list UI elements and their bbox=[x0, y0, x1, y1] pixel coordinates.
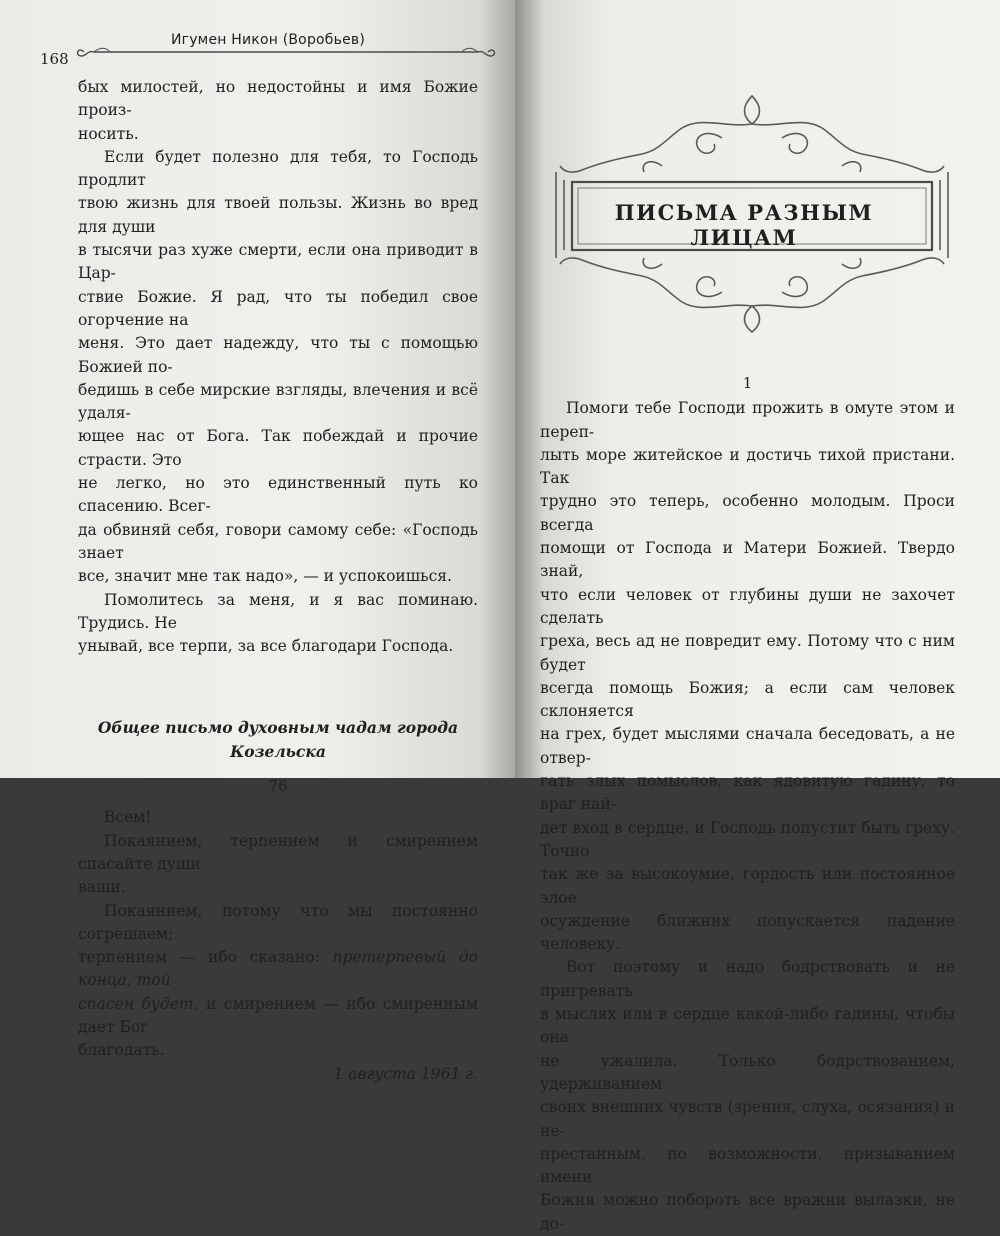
right-body-text bbox=[540, 372, 955, 1236]
left-page bbox=[0, 0, 515, 1083]
right-page bbox=[515, 0, 1000, 1233]
letter-number: 76 bbox=[268, 777, 288, 796]
text-line: дет вход в сердце, и Господь попустит быть греху. Точно bbox=[540, 818, 955, 860]
text-line: всегда помощь Божия; а если сам человек склоняется bbox=[540, 678, 955, 721]
chapter-number: 1 bbox=[742, 374, 753, 392]
text-line: да обвиняй себя, говори самому себе: «Господь знает bbox=[78, 520, 478, 562]
text-line: помощи от Господа и Матери Божией. Твердо знай, bbox=[540, 539, 955, 581]
right-paragraphs bbox=[540, 397, 955, 1236]
text-line: бедишь в себе мирские взгляды, влечения и всё удаля- bbox=[78, 380, 478, 423]
text-line: не ужалила. Только бодрствованием, удерживанием bbox=[540, 1051, 955, 1093]
text-line: Помоги тебе Господи прожить в омуте этом и переп- bbox=[540, 399, 955, 441]
signature-date: 1 августа 1961 г. bbox=[333, 1064, 478, 1083]
left-body-text bbox=[78, 76, 478, 1086]
text-line: ющее нас от Бога. Так побеждай и прочие страсти. Это bbox=[78, 427, 478, 469]
page-number: 168 bbox=[40, 50, 69, 68]
scripture-quote: претерпевый до конца, той bbox=[78, 948, 478, 990]
text-line: на грех, будет мыслями сначала беседовать, а не отвер- bbox=[540, 725, 955, 767]
text-line: Если будет полезно для тебя, то Господь продлит bbox=[78, 147, 478, 190]
text-line: Вот поэтому и надо бодрствовать и не пригревать bbox=[540, 958, 955, 1000]
text-line: своих внешних чувств (зрения, слуха, осязания) и не- bbox=[540, 1098, 955, 1140]
text-line: Всем! bbox=[104, 808, 152, 827]
head-flourish-rule bbox=[76, 44, 496, 60]
text-line: греха, весь ад не повредит ему. Потому что с ним будет bbox=[540, 632, 955, 674]
text-line: престанным, по возможности, призыванием имени bbox=[540, 1144, 955, 1187]
text-line: бых милостей, но недостойны и имя Божие произ- bbox=[78, 78, 478, 120]
section-title: ПИСЬМА РАЗНЫМ ЛИЦАМ bbox=[614, 200, 874, 250]
text-line: гать злых помыслов, как ядовитую гадину, то враг най- bbox=[540, 772, 955, 814]
text-line: трудно это теперь, особенно молодым. Проси всегда bbox=[540, 492, 955, 534]
quote-line-2 bbox=[78, 993, 478, 1040]
text-line: так же за высокоумие, гордость или постоянное злое bbox=[540, 865, 955, 907]
quote-text: терпением — ибо сказано: bbox=[78, 948, 333, 967]
text-line: не легко, но это единственный путь ко спасению. Всег- bbox=[78, 474, 478, 516]
text-line: в тысячи раз хуже смерти, если она приводит в Цар- bbox=[78, 241, 478, 283]
letter-heading: Общее письмо духовным чадам города Козельска bbox=[97, 718, 459, 761]
running-head bbox=[40, 28, 496, 68]
text-line: унывай, все терпи, за все благодари Господа. bbox=[78, 637, 454, 656]
quote-text: , и смирением — ибо смиренным дает Бог bbox=[78, 994, 478, 1036]
scripture-quote: спасен будет bbox=[78, 994, 194, 1013]
text-line: ствие Божие. Я рад, что ты победил свое огорчение на bbox=[78, 287, 478, 329]
text-line: осуждение ближних попускается падение человеку. bbox=[540, 911, 955, 954]
text-line: ваши. bbox=[78, 878, 126, 897]
text-line: лыть море житейское и достичь тихой пристани. Так bbox=[540, 445, 955, 488]
quote-line-1 bbox=[78, 946, 478, 993]
text-line: твою жизнь для твоей пользы. Жизнь во вред для души bbox=[78, 194, 478, 236]
text-line: носить. bbox=[78, 124, 139, 143]
quote-line-3: благодать. bbox=[78, 1041, 165, 1060]
text-line: Божия можно побороть все вражии вылазки, не до- bbox=[540, 1191, 955, 1233]
letter-paragraphs bbox=[78, 806, 478, 946]
text-line: что если человек от глубины души не захочет сделать bbox=[540, 585, 955, 627]
running-title: Игумен Никон (Воробьев) bbox=[170, 32, 366, 48]
text-line: все, значит мне так надо», — и успокоишься. bbox=[78, 567, 452, 586]
text-line: Покаянием, терпением и смирением спасайте души bbox=[78, 831, 478, 873]
left-paragraphs bbox=[78, 76, 478, 658]
text-line: Покаянием, потому что мы постоянно согрешаем; bbox=[78, 901, 478, 943]
text-line: Помолитесь за меня, и я вас поминаю. Трудись. Не bbox=[78, 590, 478, 632]
text-line: меня. Это дает надежду, что ты с помощью Божией по- bbox=[78, 334, 478, 376]
text-line: в мыслях или в сердце какой-либо гадины, чтобы она bbox=[540, 1005, 955, 1047]
